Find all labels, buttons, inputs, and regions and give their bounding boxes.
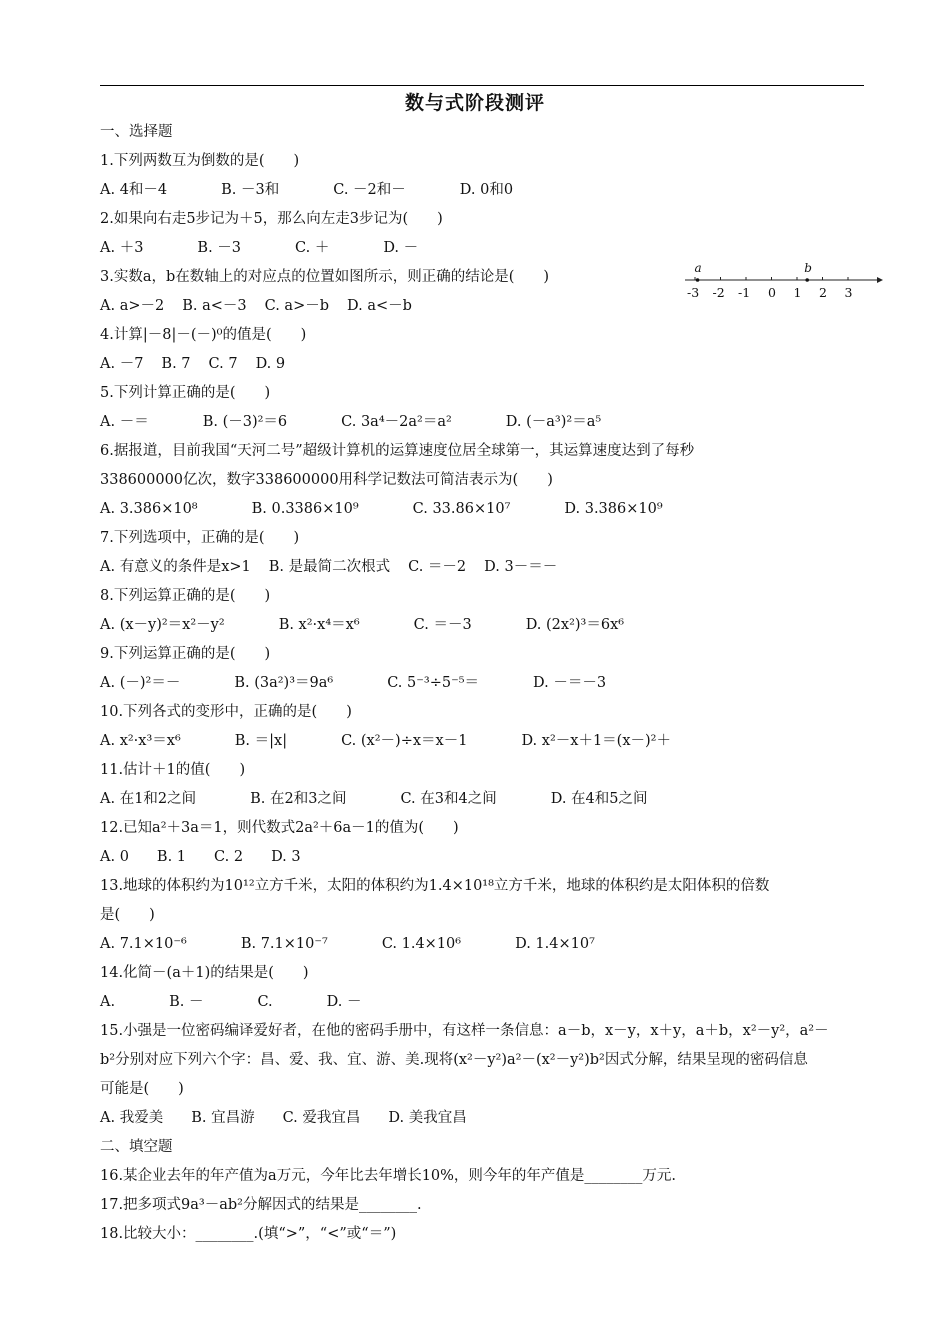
document-body [100, 118, 866, 1249]
question-stem: 9.下列运算正确的是( ) [100, 646, 271, 662]
page-title: 数与式阶段测评 [404, 92, 545, 114]
question-stem: 6.据报道，目前我国“天河二号”超级计算机的运算速度位居全球第一，其运算速度达到了每秒 [100, 443, 695, 459]
tick-label: -2 [712, 285, 725, 300]
option-a: A. x²·x³＝x⁶ [100, 733, 181, 749]
option-d: D. (2x²)³＝6x⁶ [525, 617, 625, 633]
question-stem: 3.实数a，b在数轴上的对应点的位置如图所示，则正确的结论是( ) [100, 269, 550, 285]
option-d: D. 3 [271, 849, 301, 865]
options-row [100, 1104, 866, 1133]
section-heading: 二、填空题 [100, 1139, 173, 1155]
header-rule [100, 85, 864, 86]
question-stem: 338600000亿次，数字338600000用科学记数法可简洁表示为( ) [100, 472, 553, 488]
fill-blank-question: 17.把多项式9a³－ab²分解因式的结果是________. [100, 1197, 422, 1213]
options-row [100, 727, 866, 756]
option-b: B. 7 [161, 356, 191, 372]
option-c: C. 3a⁴－2a²＝a² [341, 414, 452, 430]
question-stem: 可能是( ) [100, 1081, 184, 1097]
question-stem: 13.地球的体积约为10¹²立方千米，太阳的体积约为1.4×10¹⁸立方千米，地球的体积约是太阳体积的倍数 [100, 878, 770, 894]
options-row [100, 611, 866, 640]
options-row [100, 669, 866, 698]
tick-label: 0 [768, 285, 776, 300]
section-heading: 一、选择题 [100, 124, 173, 140]
option-c: C. 7 [208, 356, 238, 372]
option-d: D. 美我宜昌 [388, 1110, 467, 1126]
option-c: C. 爱我宜昌 [282, 1110, 361, 1126]
question-stem: 4.计算|－8|－(－)⁰的值是( ) [100, 327, 307, 343]
question-stem: 11.估计＋1的值( ) [100, 762, 246, 778]
question-stem: 12.已知a²＋3a＝1，则代数式2a²＋6a－1的值为( ) [100, 820, 459, 836]
option-b: B. 7.1×10⁻⁷ [240, 936, 328, 952]
option-a: A. ＋3 [100, 240, 144, 256]
option-a: A. [100, 994, 116, 1010]
options-row [100, 234, 866, 263]
option-c: C. a>－b [264, 298, 329, 314]
arrow-icon [877, 277, 883, 283]
options-row [100, 176, 866, 205]
question-list [100, 147, 866, 1133]
option-a: A. 4和－4 [100, 182, 168, 198]
option-a: A. 7.1×10⁻⁶ [100, 936, 187, 952]
question-stem: 1.下列两数互为倒数的是( ) [100, 153, 300, 169]
options-row [100, 785, 866, 814]
option-a: A. (－)²＝－ [100, 675, 181, 691]
option-b: B. 是最简二次根式 [268, 559, 391, 575]
question-stem: 2.如果向右走5步记为＋5，那么向左走3步记为( ) [100, 211, 443, 227]
option-a: A. 3.386×10⁸ [100, 501, 198, 517]
option-c: C. 33.86×10⁷ [412, 501, 511, 517]
option-b: B. 在2和3之间 [250, 791, 347, 807]
question-stem: 5.下列计算正确的是( ) [100, 385, 271, 401]
option-b: B. 宜昌游 [191, 1110, 255, 1126]
option-b: B. a<－3 [182, 298, 247, 314]
option-c: C. 1.4×10⁶ [381, 936, 462, 952]
option-d: D. 0和0 [459, 182, 514, 198]
question-stem: 8.下列运算正确的是( ) [100, 588, 271, 604]
option-b: B. 1 [156, 849, 187, 865]
option-c: C. 2 [214, 849, 244, 865]
option-c: C. ＝－2 [408, 559, 467, 575]
option-b: B. (－3)²＝6 [202, 414, 288, 430]
option-b: B. (3a²)³＝9a⁶ [234, 675, 334, 691]
option-a: A. (x－y)²＝x²－y² [100, 617, 225, 633]
option-b: B. － [169, 994, 204, 1010]
tick-label: 1 [793, 285, 802, 300]
tick-label: -3 [687, 285, 700, 300]
options-row [100, 553, 866, 582]
options-row [100, 408, 866, 437]
option-a: A. 我爱美 [100, 1110, 164, 1126]
option-b: B. 0.3386×10⁹ [251, 501, 359, 517]
options-row [100, 930, 866, 959]
option-a: A. 0 [100, 849, 129, 865]
question-stem: 15.小强是一位密码编译爱好者，在他的密码手册中，有这样一条信息：a－b，x－y，x＋y，a＋b，x²－y²，a²－ [100, 1023, 829, 1039]
option-c: C. (x²－)÷x＝x－1 [341, 733, 468, 749]
question-stem: 7.下列选项中，正确的是( ) [100, 530, 300, 546]
option-d: D. (－a³)²＝a⁵ [505, 414, 602, 430]
question-stem: 10.下列各式的变形中，正确的是( ) [100, 704, 352, 720]
option-d: D. 3－＝－ [484, 559, 558, 575]
option-d: D. 1.4×10⁷ [515, 936, 595, 952]
option-d: D. 在4和5之间 [550, 791, 648, 807]
options-row [100, 988, 866, 1017]
options-row [100, 292, 866, 321]
label-b: b [804, 262, 812, 275]
options-row [100, 350, 866, 379]
option-b: B. ＝|x| [234, 733, 288, 749]
option-d: D. 9 [255, 356, 286, 372]
option-d: D. － [326, 994, 362, 1010]
option-b: B. x²·x⁴＝x⁶ [278, 617, 360, 633]
option-d: D. －＝－3 [533, 675, 607, 691]
label-a: a [694, 262, 702, 275]
option-a: A. a>－2 [100, 298, 165, 314]
tick-label: -1 [738, 285, 751, 300]
option-d: D. 3.386×10⁹ [564, 501, 663, 517]
tick-label: 3 [844, 285, 853, 300]
options-row [100, 843, 866, 872]
tick-label: 2 [819, 285, 827, 300]
option-a: A. 在1和2之间 [100, 791, 197, 807]
option-a: A. －＝ [100, 414, 149, 430]
option-c: C. 在3和4之间 [400, 791, 497, 807]
option-c: C. －2和－ [333, 182, 406, 198]
option-c: C. ＝－3 [413, 617, 472, 633]
options-row [100, 495, 866, 524]
option-d: D. x²－x＋1＝(x－)²＋ [521, 733, 671, 749]
option-c: C. [257, 994, 273, 1010]
question-stem: 14.化简－(a＋1)的结果是( ) [100, 965, 309, 981]
fill-blank-question: 18.比较大小：________.(填“>”，“<”或“＝”) [100, 1226, 397, 1242]
option-c: C. 5⁻³÷5⁻⁵＝ [387, 675, 480, 691]
option-b: B. －3 [197, 240, 242, 256]
question-stem: b²分别对应下列六个字：昌、爱、我、宜、游、美.现将(x²－y²)a²－(x²－y²)b²因式分解，结果呈现的密码信息 [100, 1052, 808, 1068]
option-b: B. －3和 [221, 182, 280, 198]
option-c: C. ＋ [295, 240, 330, 256]
option-a: A. －7 [100, 356, 144, 372]
question-stem: 是( ) [100, 907, 155, 923]
option-d: D. a<－b [347, 298, 412, 314]
option-a: A. 有意义的条件是x>1 [100, 559, 251, 575]
fill-blank-question: 16.某企业去年的年产值为a万元，今年比去年增长10%，则今年的年产值是________万元. [100, 1168, 677, 1184]
option-d: D. － [383, 240, 419, 256]
